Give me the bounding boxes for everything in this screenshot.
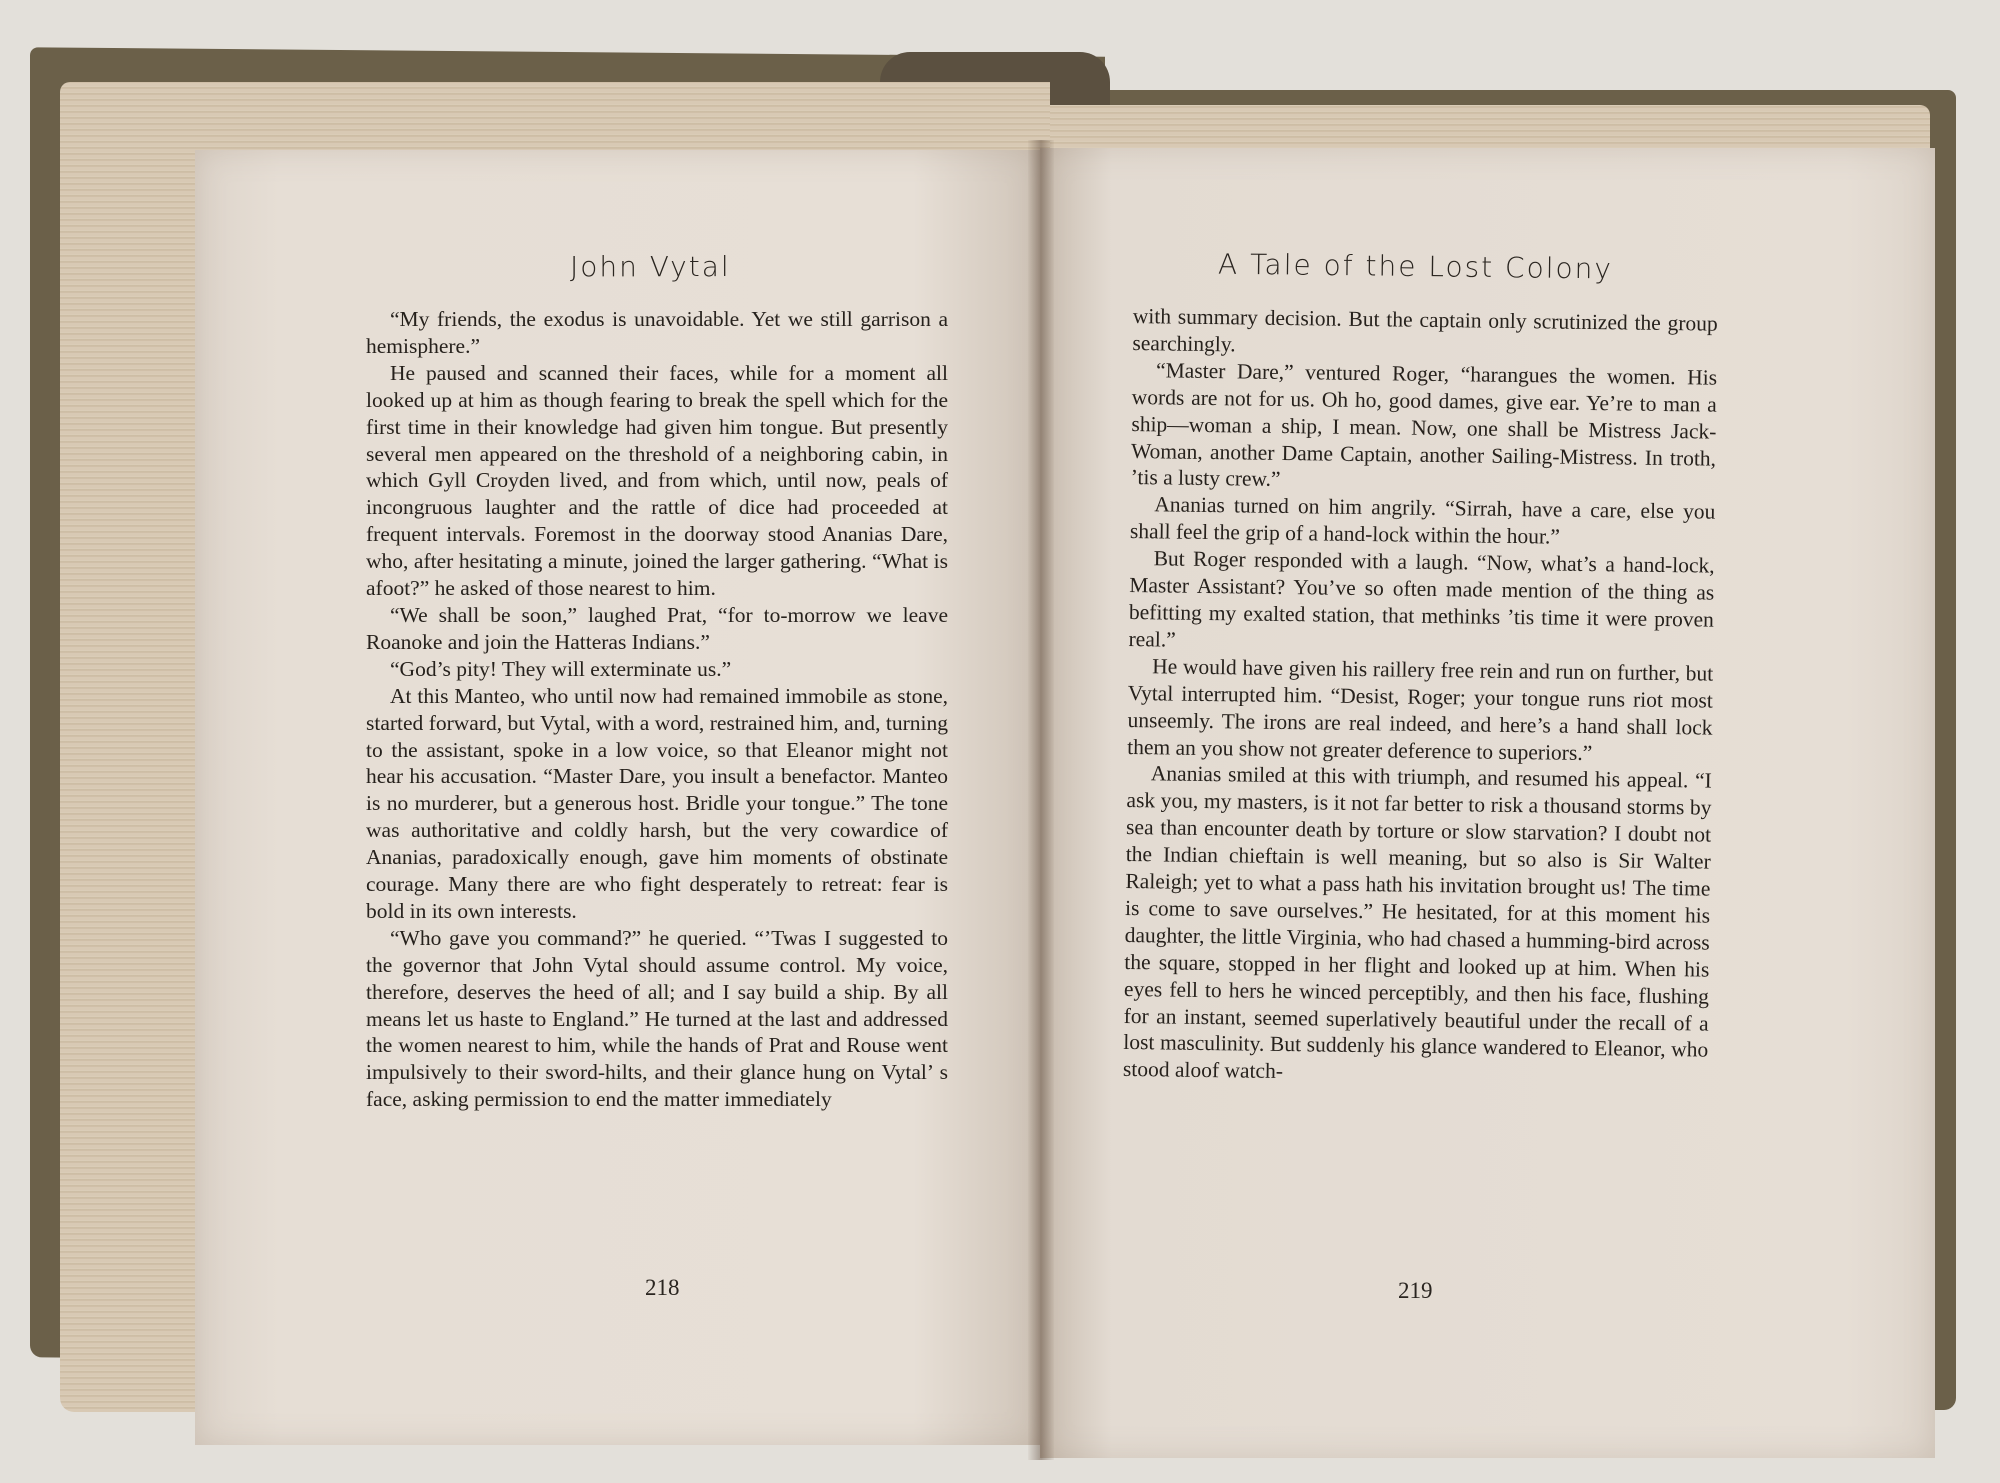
running-head-left: John Vytal — [570, 250, 731, 283]
paragraph: Ananias smiled at this with triumph, and resumed his appeal. “I ask you, my masters, is it not far better to risk a thousand storms by sea than encounter death by torture or slow starvation? I doubt not the Indian chieftain is well meaning, but so also is Sir Walter Raleigh; yet to what a pass hath his invitation brought us! The time is come to save ourselves.” He hesitated, for at this moment his daughter, the little Virginia, who had chased a humming-bird across the square, stopped in her flight and looked up at him. When his eyes fell to hers he winced perceptibly, and then his face, flushing for an instant, seemed superlatively beautiful under the recall of a lost masculinity. But suddenly his glance wandered to Eleanor, who stood aloof watch- — [1122, 761, 1712, 1084]
page-number-left: 218 — [645, 1275, 680, 1300]
running-head-right: A Tale of the Lost Colony — [1217, 247, 1614, 286]
page-number-right: 219 — [1398, 1278, 1433, 1303]
paragraph: “My friends, the exodus is unavoidable. Yet we still garrison a hemisphere.” — [366, 307, 948, 358]
paragraph: “Who gave you command?” he queried. “’Twas I suggested to the governor that John Vytal should assume control. My voice, therefore, deserves the heed of all; and I say build a ship. By all means let us haste to England.” He turned at the last and addressed the women nearest to him, while the hands of Prat and Rouse went impulsively to their sword-hilts, and their glance hung on Vytal’ s face, asking permission to end the matter immediately — [366, 925, 948, 1112]
right-page-text — [1123, 303, 1718, 1091]
paragraph: He paused and scanned their faces, while for a moment all looked up at him as though fearing to break the spell which for the first time in their knowledge had given him tongue. But presently several men appeared on the threshold of a neighboring cabin, in which Gyll Croyden lived, and from which, until now, peals of incongruous laughter and the rattle of dice had proceeded at frequent intervals. Foremost in the doorway stood Ananias Dare, who, after hesitating a minute, joined the larger gathering. “What is afoot?” he asked of those nearest to him. — [366, 360, 948, 601]
paragraph: with summary decision. But the captain only scrutinized the group searchingly. — [1132, 303, 1718, 357]
paragraph: “We shall be soon,” laughed Prat, “for to-morrow we leave Roanoke and join the Hatteras Indians.” — [366, 602, 948, 654]
paragraph: At this Manteo, who until now had remained immobile as stone, started forward, but Vytal, with a word, restrained him, and, turning to the assistant, spoke in a low voice, so that Eleanor might not hear his accusation. “Master Dare, you insult a benefactor. Manteo is no murderer, but a generous host. Bridle your tongue.” The tone was authoritative and coldly harsh, but the very cowardice of Ananias, paradoxically enough, gave him moments of obstinate courage. Many there are who fight desperately to retreat: fear is bold in its own interests. — [366, 683, 948, 923]
paragraph: Ananias turned on him angrily. “Sirrah, have a care, else you shall feel the grip of a hand-lock within the hour.” — [1129, 492, 1716, 549]
paragraph: But Roger responded with a laugh. “Now, what’s a hand-lock, Master Assistant? You’ve so often made mention of the thing as befitting my exalted station, that methinks ’tis time it were proven real.” — [1128, 546, 1715, 652]
left-page-text — [366, 306, 948, 1113]
paragraph: “Master Dare,” ventured Roger, “harangues the women. His words are not for us. Oh ho, good dames, give ear. Ye’re to man a ship—woman a ship, I mean. Now, one shall be Mistress Jack-Woman, another Dame Captain, another Sailing-Mistress. In troth, ’tis a lusty crew.” — [1130, 358, 1718, 492]
paragraph: He would have given his raillery free rein and run on further, but Vytal interrupted him. “Desist, Roger; your tongue runs riot most unseemly. The irons are real indeed, and here’s a hand shall lock them an you show not greater deference to superiors.” — [1127, 654, 1714, 765]
book-gutter — [1028, 140, 1054, 1460]
paragraph: “God’s pity! They will exterminate us.” — [390, 656, 732, 681]
